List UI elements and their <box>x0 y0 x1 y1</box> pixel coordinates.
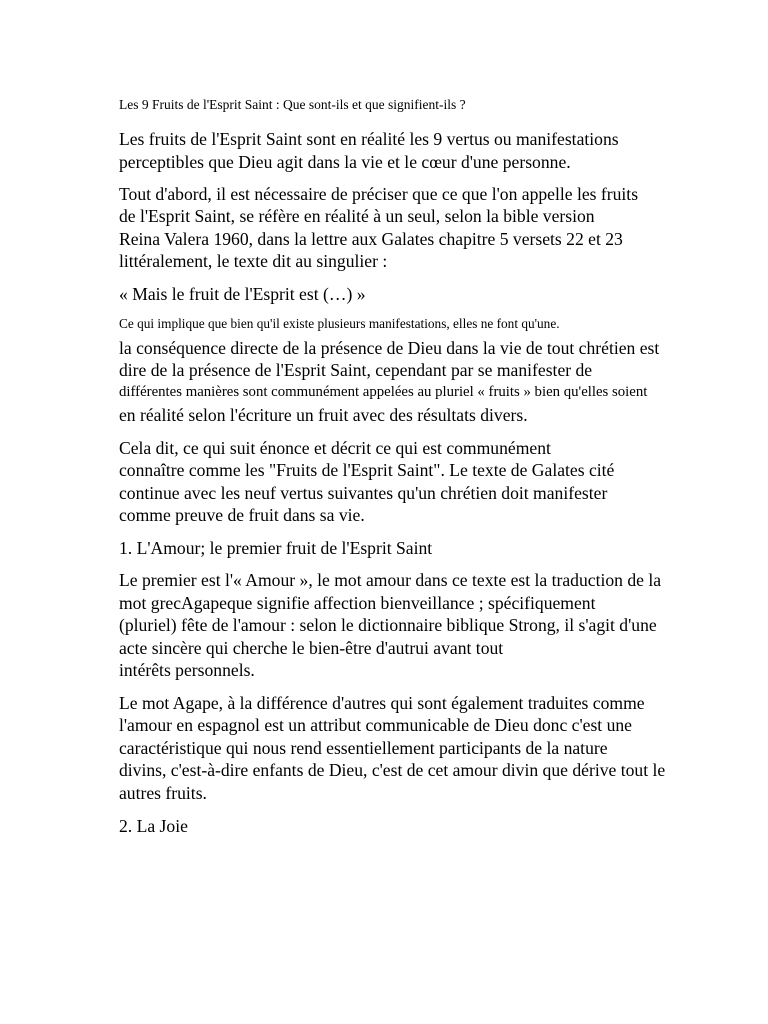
paragraph-line: comme preuve de fruit dans sa vie. <box>119 505 365 525</box>
paragraph-line: continue avec les neuf vertus suivantes qu'un chrétien doit manifester <box>119 483 608 503</box>
paragraph-line: la conséquence directe de la présence de Dieu dans la vie de tout chrétien est <box>119 338 660 358</box>
paragraph-line: intérêts personnels. <box>119 660 255 680</box>
paragraph-line: caractéristique qui nous rend essentiellement participants de la nature <box>119 738 608 758</box>
section-heading: 2. La Joie <box>119 816 188 836</box>
paragraph-line: dire de la présence de l'Esprit Saint, cependant par se manifester de <box>119 360 593 380</box>
paragraph-line: divins, c'est-à-dire enfants de Dieu, c'est de cet amour divin que dérive tout le <box>119 760 666 780</box>
paragraph-line: connaître comme les "Fruits de l'Esprit Saint". Le texte de Galates cité <box>119 460 615 480</box>
paragraph-line: Le premier est l'« Amour », le mot amour dans ce texte est la traduction de la <box>119 570 662 590</box>
paragraph-line: de l'Esprit Saint, se réfère en réalité à un seul, selon la bible version <box>119 206 595 226</box>
paragraph-line: Ce qui implique que bien qu'il existe plusieurs manifestations, elles ne font qu'une. <box>119 316 560 331</box>
paragraph-line: Le mot Agape, à la différence d'autres qui sont également traduites comme <box>119 693 645 713</box>
scripture-quote: « Mais le fruit de l'Esprit est (…) » <box>119 284 366 304</box>
paragraph-line: mot grecAgapeque signifie affection bienveillance ; spécifiquement <box>119 593 596 613</box>
intro-line: Les fruits de l'Esprit Saint sont en réalité les 9 vertus ou manifestations <box>119 129 619 149</box>
paragraph-line: (pluriel) fête de l'amour : selon le dictionnaire biblique Strong, il s'agit d'une <box>119 615 657 635</box>
paragraph-line: l'amour en espagnol est un attribut communicable de Dieu donc c'est une <box>119 715 632 735</box>
paragraph-line: différentes manières sont communément appelées au pluriel « fruits » bien qu'elles soient <box>119 384 648 400</box>
section-heading: 1. L'Amour; le premier fruit de l'Esprit Saint <box>119 538 433 558</box>
paragraph-line: autres fruits. <box>119 783 207 803</box>
paragraph-line: littéralement, le texte dit au singulier : <box>119 251 388 271</box>
intro-line: perceptibles que Dieu agit dans la vie et le cœur d'une personne. <box>119 152 571 172</box>
paragraph-line: Cela dit, ce qui suit énonce et décrit ce qui est communément <box>119 438 551 458</box>
paragraph-line: Reina Valera 1960, dans la lettre aux Galates chapitre 5 versets 22 et 23 <box>119 229 623 249</box>
document-title: Les 9 Fruits de l'Esprit Saint : Que sont-ils et que signifient-ils ? <box>119 97 466 112</box>
paragraph-line: acte sincère qui cherche le bien-être d'autrui avant tout <box>119 638 504 658</box>
paragraph-line: Tout d'abord, il est nécessaire de préciser que ce que l'on appelle les fruits <box>119 184 639 204</box>
paragraph-line: en réalité selon l'écriture un fruit avec des résultats divers. <box>119 405 528 425</box>
